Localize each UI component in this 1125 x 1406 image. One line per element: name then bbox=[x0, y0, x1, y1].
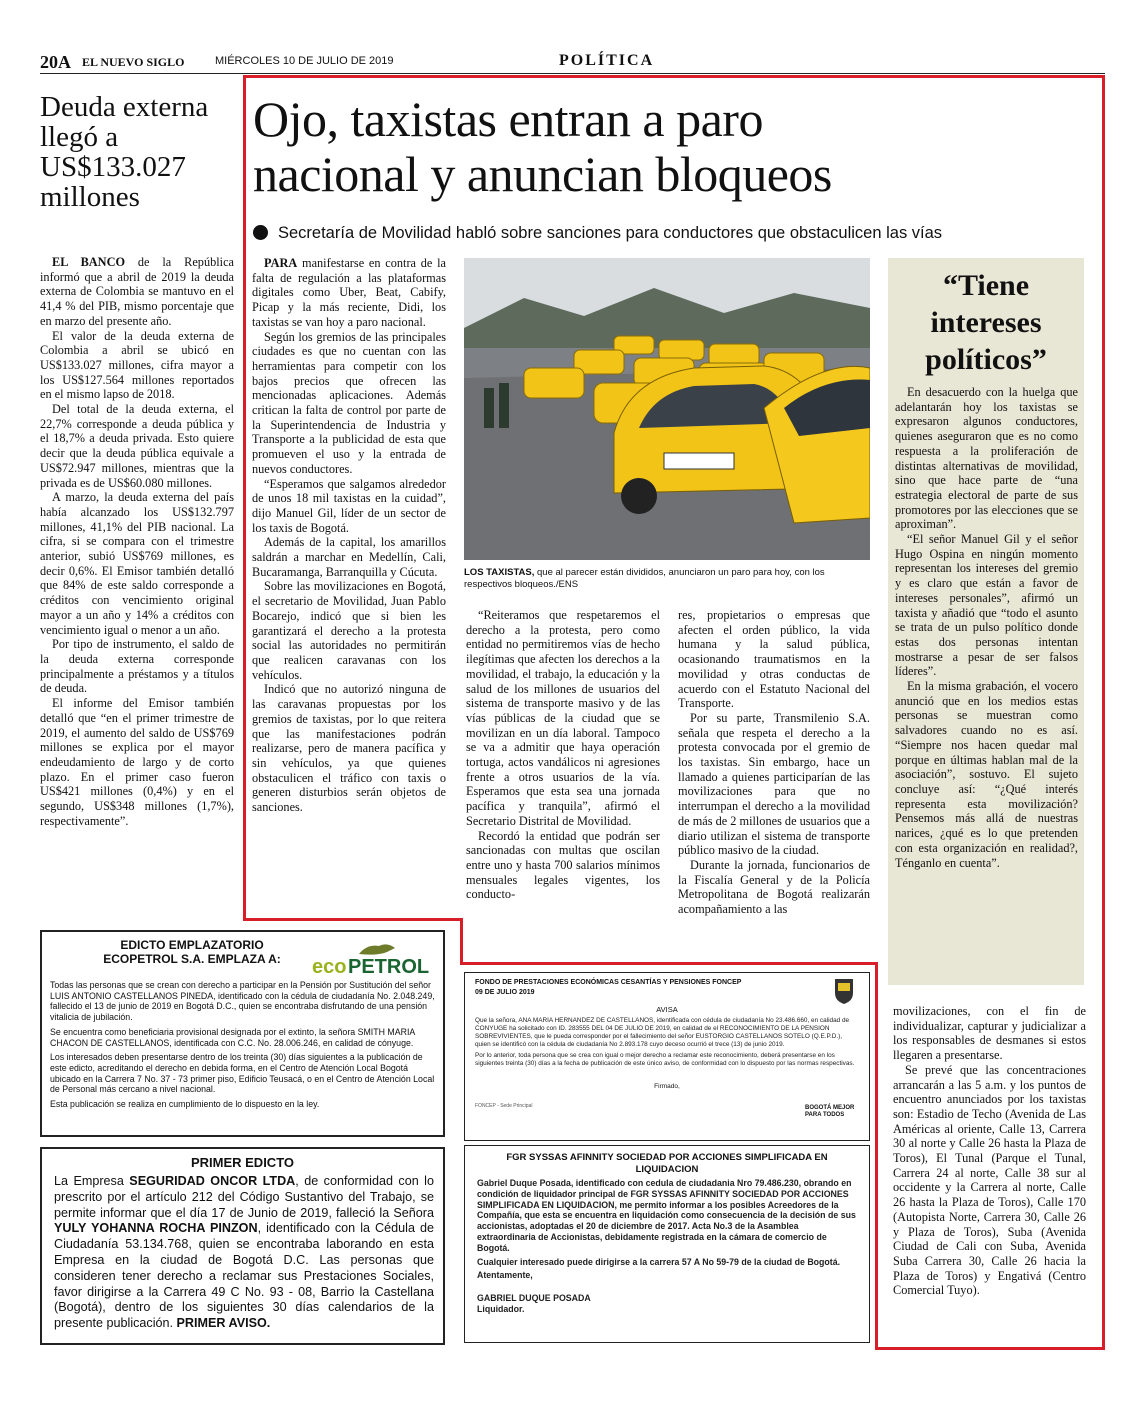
paragraph: movilizaciones, con el fin de individualizar, capturar y judicializar a los responsables de desmanes si estos llegaren a presentarse. bbox=[893, 1004, 1086, 1063]
ad-paragraph: Cualquier interesado puede dirigirse a la carrera 57 A No 59-79 de la ciudad de Bogotá. bbox=[477, 1256, 841, 1267]
publication-name: EL NUEVO SIGLO bbox=[82, 55, 185, 69]
taxis-photo-illustration bbox=[464, 258, 870, 560]
highlight-outline-top bbox=[243, 75, 1105, 78]
fgr-liquidation-ad bbox=[464, 1145, 870, 1343]
ecopetrol-edict-ad bbox=[40, 930, 445, 1137]
sidebar-title: “Tiene intereses políticos” bbox=[925, 269, 1047, 376]
caption-lead: LOS TAXISTAS, bbox=[464, 567, 535, 578]
ad-signed: Firmado, bbox=[654, 1083, 680, 1090]
paragraph: Según los gremios de las principales ciudades es que no cuentan con las herramientas para competir con los bajos precios que ofrecen las mencionadas aplicaciones. Además critican la falta de control por parte de la Superintendencia de Industria y Transporte a la publicidad de esta que promueven el uso y la entrada de nuevos conductores. bbox=[252, 329, 446, 476]
paragraph: “Reiteramos que respetaremos el derecho a la protesta, pero como entidad no permitiremos vías de hecho ilegítimas que afecten los derechos a la movilidad, el trabajo, la educación y la salud de los millones de usuarios del sistema de transporte masivo y de las vías públicas de la ciudad que se movilizan en un día laboral. Tampoco se va a admitir que haya operación tortuga, actos vandálicos ni agresiones frente a otros usuarios de la vía. Esperamos que esta sea una jornada pacífica y tranquila”, afirmó el Secretario Distrital de Movilidad. bbox=[466, 608, 660, 828]
ad-date: 09 DE JULIO 2019 bbox=[475, 989, 535, 996]
subhead-text: Secretaría de Movilidad habló sobre sanciones para conductores que obstaculicen las vías bbox=[278, 224, 943, 242]
taxis-photo bbox=[464, 258, 870, 560]
company-name: SEGURIDAD ONCOR LTDA bbox=[129, 1174, 296, 1188]
bogota-crest-icon bbox=[832, 977, 856, 1005]
oncor-edict-ad bbox=[40, 1147, 445, 1345]
main-subhead bbox=[253, 224, 1098, 243]
highlight-outline-left bbox=[243, 75, 246, 920]
caption-text: que al parecer están divididos, anunciaron un paro para hoy, con los respectivos bloqueos./ENS bbox=[464, 567, 825, 590]
ad-title: EDICTO EMPLAZATORIO bbox=[120, 938, 264, 952]
header-rule bbox=[40, 73, 1105, 74]
page-number: 20A bbox=[40, 52, 71, 72]
paragraph: Durante la jornada, funcionarios de la Fiscalía General y de la Policía Metropolitana de Bogotá realizarán acompañamiento a las bbox=[678, 857, 870, 917]
section-name: POLÍTICA bbox=[559, 52, 655, 69]
ad-paragraph: Atentamente, bbox=[477, 1270, 533, 1281]
paragraph: Indicó que no autorizó ninguna de las caravanas propuestas por los gremios de taxistas, por lo que reitera que las manifestaciones podrán realizarse, pero de manera pacífica y sin vehículos, ya que quienes obstaculicen el tráfico con taxis o generen disturbios serán objetos de sanciones. bbox=[252, 682, 446, 815]
paragraph: Por su parte, Transmilenio S.A. señala que respeta el derecho a la protesta convocada por el gremio de los taxistas. Sin embargo, hace un llamado a quienes participarían de las movilizaciones para que no interrumpan el derecho a la movilidad de más de 2 millones de usuarios que a diario utilizan el sistema de transporte público masivo de la ciudad. bbox=[678, 710, 870, 858]
paragraph: Por tipo de instrumento, el saldo de la deuda externa corresponde principalmente a préstamos y a títulos de deuda. bbox=[40, 637, 234, 696]
foncep-notice-ad bbox=[464, 972, 870, 1141]
paragraph: En desacuerdo con la huelga que adelantarán hoy los taxistas se expresaron algunos conductores, quienes aseguraron que es no como respuesta a la proliferación de distintas alternativas de movilidad, sino que hace parte de “una estrategia electoral de parte de sus promotores por las elecciones que se aproximan”. bbox=[895, 385, 1078, 532]
paragraph: Se prevé que las concentraciones arrancarán a las 5 a.m. y los puntos de encuentro anunciados por los taxistas son: Estadio de Techo (Avenida de Las Américas al oriente, Calle 13, Carrera 30 al norte y Calle 26 hasta la Plaza de Toros), El Tunal (Parque el Tunal, Carrera 24 al norte, Calle 38 sur al occidente y la Carrera al norte, Calle 26 hasta la Plaza de Toros), Calle 170 (Autopista Norte, Carrera 30, Calle 26 y Plaza de Toros), Suba (Avenida Ciudad de Cali con Suba, Avenida Suba Carrera 30, Calle 26 hacia la Plaza de Toros) y Engativá (Centro Comercial Tuyo). bbox=[893, 1062, 1086, 1298]
paragraph: En la misma grabación, el vocero anunció que en los medios estas personas se muestran como salvadores cuando no es así. “Siempre nos hacen quedar mal porque en últimas hablan mal de la asociación”, sostuvo. El sujeto concluye así: “¿Qué interés representa esta movilización? Pensemos más allá de nuestras narices, ¿qué es lo que pretenden con esta organización en realidad?, Ténganlo en cuenta”. bbox=[895, 679, 1078, 870]
bogota-logo: BOGOTÁ MEJOR PARA TODOS bbox=[805, 1105, 855, 1118]
ad-subtitle: ECOPETROL S.A. EMPLAZA A: bbox=[103, 952, 281, 966]
main-article-column-3 bbox=[678, 608, 870, 917]
sidebar-body bbox=[895, 385, 1078, 870]
paragraph: “Esperamos que salgamos alrededor de unos 18 mil taxistas en la cuidad”, dijo Manuel Gil, líder de un sector de los taxis de Bogotá. bbox=[252, 476, 446, 535]
ad-paragraph: Que la señora, ANA MARIA HERNANDEZ DE CASTELLANOS, identificada con cédula de ciudadanía No 23.486.660, en calidad de CONYUGE ha solicitado con ID. 283555 DEL 04 DE JULIO DE 2019, en calidad de el RECONOCIMIENTO DE LA PENSION SOBREVIVIENTES, que le pueda corresponder por el fallecimiento del señor EUSTORGIO CASTELLANOS SOTELO (Q.E.P.D.), quien se identificó con la cédula de ciudadanía No 2.893.178 cuyo deceso ocurrió el trece (13) de junio 2019. bbox=[475, 1017, 850, 1048]
person-name: YULY YOHANNA ROCHA PINZON bbox=[54, 1221, 258, 1236]
signature-role: Liquidador. bbox=[477, 1303, 525, 1314]
main-headline bbox=[253, 92, 1098, 202]
page-header bbox=[40, 52, 1105, 74]
main-article-lead: PARA bbox=[264, 256, 298, 270]
ad-paragraph: Los interesados deben presentarse dentro de los treinta (30) días siguientes a la publicación de este edicto, acreditando el derecho en debida forma, en el Centro de Atención Local Bogotá ubicado en la Carrera 7 No. 37 - 73 primer piso, Edificio Teusacá, o en el Centro de Atención Local de Personal más cercano a nivel nacional. bbox=[50, 1052, 435, 1095]
ad-paragraph: Por lo anterior, toda persona que se crea con igual o mejor derecho a reclamar este reconocimiento, deberá presentarse en los siguientes treinta (30) días a la fecha de publicación de este único aviso, de conformidad con lo dispuesto por las normas respectivas. bbox=[475, 1052, 855, 1067]
highlight-outline-mid2 bbox=[460, 962, 878, 965]
paragraph: Sobre las movilizaciones en Bogotá, el secretario de Movilidad, Juan Pablo Bocarejo, indicó que si bien les garantizará el derecho a la protesta social las autoridades no permitirán que realicen caravanas con los vehículos. bbox=[252, 579, 446, 682]
paragraph: res, propietarios o empresas que afecten el orden público, la vida humana y la salud pública, ocasionando traumatismos en la movilidad y otras conductas de acuerdo con el Estatuto Nacional del Transporte. bbox=[678, 608, 870, 711]
photo-caption bbox=[464, 567, 869, 591]
paragraph: El informe del Emisor también detalló que “en el primer trimestre de 2019, el aumento del saldo de US$769 millones se explica por el mayor endeudamiento de largo y de corto plazo. En el primer caso fueron US$421 millones (0,4%) y en el segundo, US$348 millones (1,7%), respectivamente”. bbox=[40, 696, 234, 828]
ad-closing: PRIMER AVISO. bbox=[176, 1316, 271, 1331]
logo-petrol-text: PETROL bbox=[348, 956, 430, 978]
ad-text: , de conformidad con lo prescrito por el artículo 212 del Código Sustantivo del Trabajo, se permite informar que el día 17 de Junio de 2019, falleció la Señora bbox=[54, 1174, 434, 1220]
main-article-column-4 bbox=[893, 1004, 1086, 1298]
ad-text: La Empresa bbox=[54, 1174, 130, 1188]
highlight-outline-mid bbox=[243, 918, 463, 921]
paragraph: A marzo, la deuda externa del país había alcanzado los US$132.797 millones, 41,1% del PIB nacional. La cifra, si se compara con el trimestre anterior, subió US$769 millones, es decir 0,6%. El Emisor también detalló que 84% de este saldo corresponde a créditos con vencimiento original mayor a un año y 14% a créditos con vencimiento igual o menor a un año. bbox=[40, 490, 234, 637]
highlight-outline-right bbox=[1102, 75, 1105, 1350]
left-article-headline: Deuda externa llegó a US$133.027 millones bbox=[40, 91, 209, 213]
paragraph: “El señor Manuel Gil y el señor Hugo Ospina en ningún momento representan los intereses del gremio y es claro que están a favor de intereses personales”, afirmó un taxista y añadió que “todo el asunto se trata de un pulso político donde estas dos personas intentan mostrarse a pesar de ser falsos líderes”. bbox=[895, 532, 1078, 679]
publication-date: MIÉRCOLES 10 DE JULIO DE 2019 bbox=[215, 55, 394, 67]
bullet-icon bbox=[253, 225, 268, 240]
ecopetrol-logo bbox=[312, 938, 437, 978]
main-headline-line: Ojo, taxistas entran a paro bbox=[253, 91, 763, 147]
ad-text: , identificado con la Cédula de Ciudadanía 53.134.768, quien se encontraba laborando en esta Empresa en la ciudad de Bogotá D.C. Las personas que consideren tener derecho a reclamar sus Prestaciones Sociales, favor dirigirse a la Carrera 49 C No. 93 - 08, Barrio la Castellana (Bogotá), dentro de los siguientes 30 días calendarios de la presente publicación. bbox=[54, 1221, 434, 1331]
ad-paragraph: Esta publicación se realiza en cumplimiento de lo dispuesto en la ley. bbox=[50, 1099, 320, 1110]
left-article-lead: EL BANCO bbox=[52, 255, 126, 269]
ad-body bbox=[54, 1174, 434, 1332]
main-article-column-1 bbox=[252, 256, 446, 815]
ad-org: FONDO DE PRESTACIONES ECONÓMICAS CESANTÍAS Y PENSIONES FONCEP bbox=[475, 979, 742, 986]
logo-eco-text: eco bbox=[312, 956, 347, 978]
main-headline-line: nacional y anuncian bloqueos bbox=[253, 146, 832, 202]
paragraph: Recordó la entidad que podrán ser sancionadas con multas que oscilan entre uno y hasta 700 salarios mínimos mensuales legales vigentes, los conducto- bbox=[466, 828, 660, 902]
paragraph: de la República informó que a abril de 2019 la deuda externa de Colombia se mantuvo en el 41,4 % del PIB, mismo porcentaje que en marzo del presente año. bbox=[40, 255, 234, 328]
highlight-outline-step2 bbox=[875, 962, 878, 1350]
highlight-outline-step bbox=[460, 918, 463, 965]
main-article-column-2 bbox=[466, 608, 660, 902]
highlight-outline-bottom bbox=[875, 1347, 1105, 1350]
ad-footer: FONCEP - Sede Principal bbox=[475, 1103, 533, 1109]
paragraph: El valor de la deuda externa de Colombia a abril se ubicó en US$133.027 millones, cifra mayor a los US$127.564 millones reportados en el mismo lapso de 2018. bbox=[40, 328, 234, 402]
ad-title: PRIMER EDICTO bbox=[190, 1155, 295, 1170]
ad-title: FGR SYSSAS AFINNITY SOCIEDAD POR ACCIONES SIMPLIFICADA EN LIQUIDACION bbox=[506, 1152, 828, 1175]
signature-name: GABRIEL DUQUE POSADA bbox=[477, 1293, 591, 1304]
paragraph: Del total de la deuda externa, el 22,7% corresponde a deuda pública y el 18,7% a deuda privada. Esto quiere decir que la deuda pública equivale a US$72.947 millones, mientras que la privada es de US$60.080 millones. bbox=[40, 402, 234, 490]
ad-paragraph: Gabriel Duque Posada, identificado con cedula de ciudadania Nro 79.486.230, obrando en condición de liquidador principal de FGR SYSSAS AFINNITY SOCIEDAD POR ACCIONES SIMPLIFICADA EN LIQUIDACION, me permito informar a los posibles Acreedores de la Compañía, que esta se encuentra en liquidación como consecuencia de la decisión de sus accionistas, adoptadas el 20 de diciembre de 2017. Acta No.3 de la Asamblea extraordinaria de Accionistas, debidamente registrada en la cámara de comercio de Bogotá. bbox=[477, 1178, 856, 1253]
ad-avisa: AVISA bbox=[656, 1005, 678, 1014]
paragraph: Además de la capital, los amarillos saldrán a marchar en Medellín, Cali, Bucaramanga, Barranquilla y Cúcuta. bbox=[252, 535, 446, 579]
left-article-body bbox=[40, 255, 234, 828]
ad-paragraph: Todas las personas que se crean con derecho a participar en la Pensión por Sustitución del señor LUIS ANTONIO CASTELLANOS PINEDA, identificado con la cédula de ciudadanía No. 2.048.249, fallecido el 13 de junio de 2019 en Bogotá D.C., quien se encontraba disfrutando de una pensión vitalicia de jubilación. bbox=[50, 980, 435, 1023]
ad-paragraph: Se encuentra como beneficiaria provisional designada por el extinto, la señora SMITH MARIA CHACON DE CASTELLANOS, identificada con C.C. No. 28.006.246, en calidad de cónyuge. bbox=[50, 1026, 415, 1048]
paragraph: manifestarse en contra de la falta de regulación a las plataformas digitales como Uber, Beat, Cabify, Picap y la más reciente, Didi, los taxistas se van hoy a paro nacional. bbox=[252, 256, 446, 329]
